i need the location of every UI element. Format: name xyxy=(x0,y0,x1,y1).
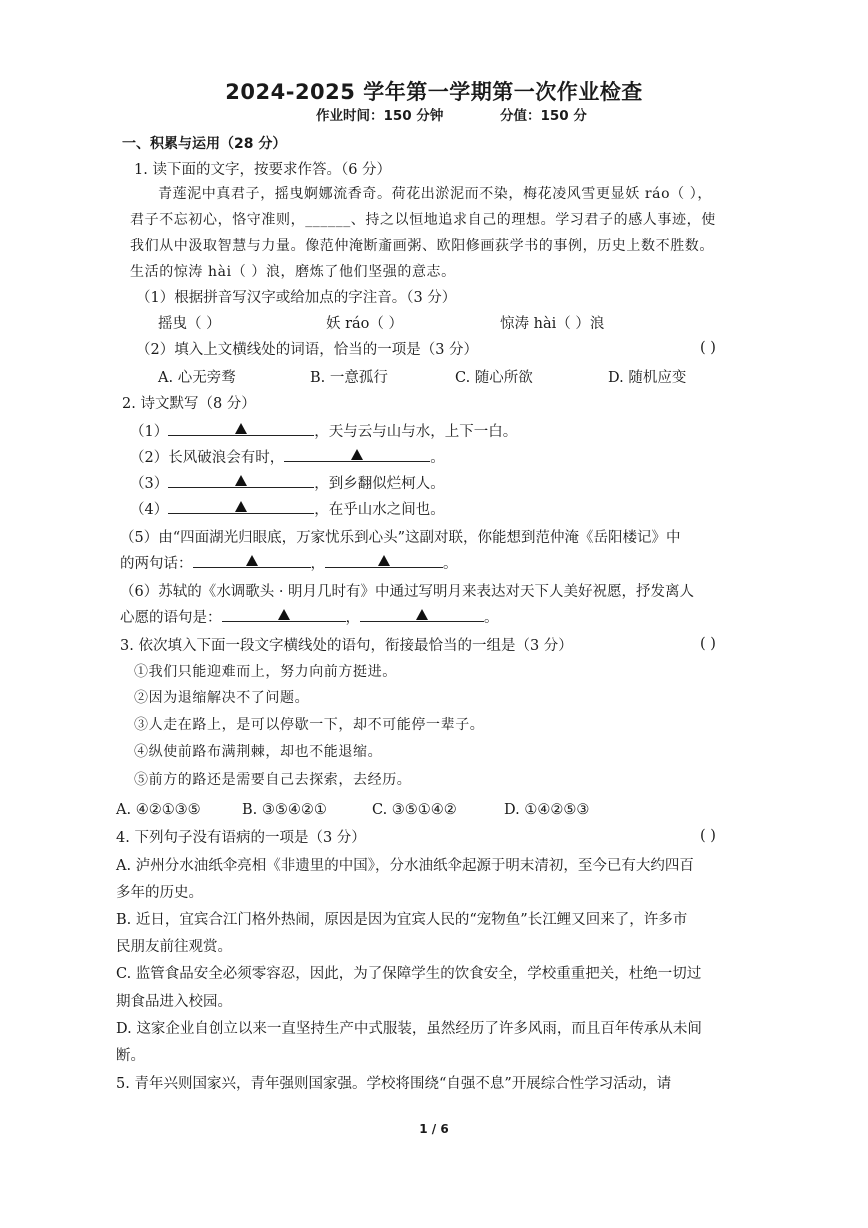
q2-prefix: （1） xyxy=(130,424,169,440)
q3-option: B. ③⑤④②① xyxy=(242,802,327,818)
q3-item: ④纵使前路布满荆棘，却也不能退缩。 xyxy=(134,744,383,760)
triangle-marker-icon xyxy=(235,423,247,434)
q2-text: ， xyxy=(345,610,360,626)
answer-blank[interactable] xyxy=(168,423,314,436)
answer-blank[interactable] xyxy=(168,501,314,514)
q1-passage-line: 我们从中汲取智慧与力量。像范仲淹断齑画粥、欧阳修画荻学书的事例，历史上数不胜数。 xyxy=(130,238,714,254)
exam-score: 分值：150 分 xyxy=(500,108,587,124)
q2-line-3 xyxy=(130,474,445,494)
q3-item: ②因为退缩解决不了问题。 xyxy=(134,690,310,706)
q1-option: C. 随心所欲 xyxy=(455,370,533,386)
q4-line: 民朋友前往观赏。 xyxy=(116,939,232,955)
q3-option: A. ④②①③⑤ xyxy=(116,802,201,818)
q1-option: B. 一意孤行 xyxy=(310,370,388,386)
answer-blank[interactable] xyxy=(193,555,311,568)
triangle-marker-icon xyxy=(351,449,363,460)
triangle-marker-icon xyxy=(235,501,247,512)
q2-line-5a: （5）由“四面湖光归眼底，万家忧乐到心头”这副对联，你能想到范仲淹《岳阳楼记》中 xyxy=(120,530,681,546)
q4-line: 多年的历史。 xyxy=(116,885,203,901)
q2-text: ， xyxy=(310,556,325,572)
q2-prefix: （3） xyxy=(130,476,169,492)
q2-text: ，天与云与山与水，上下一白。 xyxy=(314,424,518,440)
q3-item: ③人走在路上，是可以停歇一下，却不可能停一辈子。 xyxy=(134,717,485,733)
q1-sub1-item: 妖 ráo（ ） xyxy=(326,316,404,332)
q2-text: ，到乡翻似烂柯人。 xyxy=(314,476,445,492)
q2-line-6a: （6）苏轼的《水调歌头 · 明月几时有》中通过写明月来表达对天下人美好祝愿，抒发离人 xyxy=(120,584,695,600)
section-heading: 一、积累与运用（28 分） xyxy=(122,136,287,152)
answer-blank[interactable] xyxy=(168,475,314,488)
q1-passage-line: 君子不忘初心，恪守准则，______、持之以恒地追求自己的理想。学习君子的感人事迹，使 xyxy=(130,212,716,228)
q2-line-4 xyxy=(130,500,445,520)
q4-line: D. 这家企业自创立以来一直坚持生产中式服装，虽然经历了许多风雨，而且百年传承从未间 xyxy=(116,1021,702,1037)
q1-passage-line: 青莲泥中真君子，摇曳婀娜流香奇。荷花出淤泥而不染，梅花凌风雪更显妖 ráo（ ）， xyxy=(158,186,712,202)
q4-line: B. 近日，宜宾合江门格外热闹，原因是因为宜宾人民的“宠物鱼”长江鲤又回来了，许多市 xyxy=(116,912,688,928)
triangle-marker-icon xyxy=(278,609,290,620)
q4-line: C. 监管食品安全必须零容忍，因此，为了保障学生的饮食安全，学校重重把关，杜绝一切过 xyxy=(116,966,702,982)
q2-line-2 xyxy=(130,448,445,468)
q2-stem: 2. 诗文默写（8 分） xyxy=(122,396,256,412)
answer-blank[interactable] xyxy=(325,555,443,568)
q1-passage-line: 生活的惊涛 hài（ ）浪，磨炼了他们坚强的意志。 xyxy=(130,264,456,280)
answer-paren: ( ) xyxy=(700,828,716,844)
q3-option: D. ①④②⑤③ xyxy=(504,802,590,818)
q2-text: ，在乎山水之间也。 xyxy=(314,502,445,518)
triangle-marker-icon xyxy=(246,555,258,566)
q3-item: ①我们只能迎难而上，努力向前方挺进。 xyxy=(134,664,397,680)
answer-paren: ( ) xyxy=(700,636,716,652)
q1-option: A. 心无旁骛 xyxy=(158,370,236,386)
q4-stem: 4. 下列句子没有语病的一项是（3 分） xyxy=(116,830,366,846)
q1-sub1-item: 惊涛 hài（ ）浪 xyxy=(500,316,605,332)
triangle-marker-icon xyxy=(416,609,428,620)
q2-line-5b xyxy=(120,554,458,574)
q2-text: 。 xyxy=(430,450,445,466)
q3-item: ⑤前方的路还是需要自己去探索，去经历。 xyxy=(134,772,412,788)
q5-line: 5. 青年兴则国家兴，青年强则国家强。学校将围绕“自强不息”开展综合性学习活动，请 xyxy=(116,1076,672,1092)
q3-stem: 3. 依次填入下面一段文字横线处的语句，衔接最恰当的一组是（3 分） xyxy=(120,638,573,654)
q3-option: C. ③⑤①④② xyxy=(372,802,457,818)
q4-line: A. 泸州分水油纸伞亮相《非遗里的中国》，分水油纸伞起源于明末清初，至今已有大约四百 xyxy=(116,858,694,874)
q1-sub1: （1）根据拼音写汉字或给加点的字注音。（3 分） xyxy=(136,290,457,306)
q2-text: 。 xyxy=(443,556,458,572)
page-number: 1 / 6 xyxy=(419,1122,449,1136)
q1-option: D. 随机应变 xyxy=(608,370,687,386)
answer-blank[interactable] xyxy=(284,449,430,462)
page-title: 2024-2025 学年第一学期第一次作业检查 xyxy=(225,80,643,104)
q1-stem: 1. 读下面的文字，按要求作答。（6 分） xyxy=(134,162,392,178)
q4-line: 期食品进入校园。 xyxy=(116,994,232,1010)
answer-paren: ( ) xyxy=(700,340,716,356)
q2-text: 。 xyxy=(484,610,499,626)
q1-sub1-item: 摇曳（ ） xyxy=(158,316,221,332)
q2-line-6b xyxy=(120,608,499,628)
triangle-marker-icon xyxy=(378,555,390,566)
q2-prefix: （4） xyxy=(130,502,169,518)
answer-blank[interactable] xyxy=(360,609,484,622)
exam-time: 作业时间：150 分钟 xyxy=(316,108,444,124)
answer-blank[interactable] xyxy=(222,609,346,622)
triangle-marker-icon xyxy=(235,475,247,486)
q1-sub2: （2）填入上文横线处的词语，恰当的一项是（3 分） xyxy=(136,342,479,358)
q2-prefix: 心愿的语句是： xyxy=(120,610,222,626)
q2-prefix: （2）长风破浪会有时， xyxy=(130,450,285,466)
q2-prefix: 的两句话： xyxy=(120,556,193,572)
q4-line: 断。 xyxy=(116,1048,145,1064)
q2-line-1 xyxy=(130,422,517,442)
